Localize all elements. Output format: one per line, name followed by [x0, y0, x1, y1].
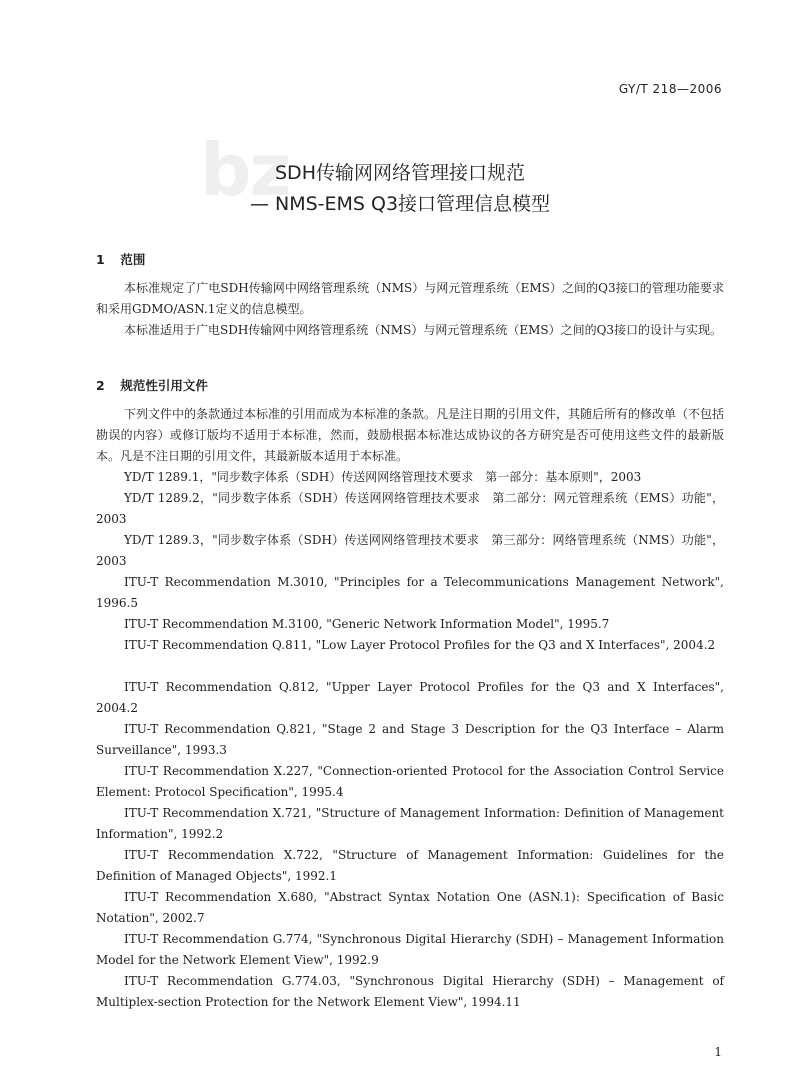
reference-item: YD/T 1289.1，"同步数字体系（SDH）传送网网络管理技术要求 第一部分：基本原则"，2003 — [124, 470, 642, 484]
document-title-line2: — NMS-EMS Q3接口管理信息模型 — [249, 193, 551, 215]
reference-item: YD/T 1289.2，"同步数字体系（SDH）传送网网络管理技术要求 第二部分：网元管理系统（EMS）功能"，2003 — [96, 491, 724, 526]
section-number: 2 — [96, 378, 105, 393]
document-number: GY/T 218—2006 — [618, 82, 722, 96]
section-number: 1 — [96, 252, 105, 267]
references-intro: 下列文件中的条款通过本标准的引用而成为本标准的条款。凡是注日期的引用文件，其随后所有的修改单（不包括勘误的内容）或修订版均不适用于本标准，然而，鼓励根据本标准达成协议的各方研究是否可使用这些文件的最新版本。凡是不注日期的引用文件，其最新版本适用于本标准。 — [96, 407, 725, 463]
reference-item: YD/T 1289.3，"同步数字体系（SDH）传送网网络管理技术要求 第三部分：网络管理系统（NMS）功能"，2003 — [96, 533, 724, 568]
reference-item: ITU-T Recommendation G.774.03, "Synchronous Digital Hierarchy (SDH) – Management of Multiplex-section Protection for the Network Element View", 1994.11 — [96, 974, 724, 1009]
scope-paragraph: 本标准规定了广电SDH传输网中网络管理系统（NMS）与网元管理系统（EMS）之间的Q3接口的管理功能要求和采用GDMO/ASN.1定义的信息模型。 — [96, 281, 724, 316]
reference-item: ITU-T Recommendation Q.811, "Low Layer Protocol Profiles for the Q3 and X Interfaces", 2004.2 — [124, 638, 716, 652]
scope-paragraph: 本标准适用于广电SDH传输网中网络管理系统（NMS）与网元管理系统（EMS）之间的Q3接口的设计与实现。 — [124, 323, 723, 337]
section-2-heading — [96, 376, 208, 394]
reference-item: ITU-T Recommendation X.680, "Abstract Syntax Notation One (ASN.1): Specification of Basic Notation", 2002.7 — [96, 890, 724, 925]
reference-item: ITU-T Recommendation X.227, "Connection-oriented Protocol for the Association Control Service Element: Protocol Specification", 1995.4 — [96, 764, 724, 799]
section-1-heading — [96, 250, 145, 268]
section-title: 规范性引用文件 — [120, 378, 208, 393]
watermark: bz — [200, 128, 290, 212]
section-title: 范围 — [120, 252, 146, 267]
reference-item: ITU-T Recommendation G.774, "Synchronous Digital Hierarchy (SDH) – Management Information Model for the Network Element View", 1992.9 — [96, 932, 724, 967]
reference-item: ITU-T Recommendation Q.821, "Stage 2 and Stage 3 Description for the Q3 Interface – Alarm Surveillance", 1993.3 — [96, 722, 724, 757]
reference-item: ITU-T Recommendation X.722, "Structure of Management Information: Guidelines for the Definition of Managed Objects", 1992.1 — [96, 848, 724, 883]
reference-item: ITU-T Recommendation Q.812, "Upper Layer Protocol Profiles for the Q3 and X Interfaces", 2004.2 — [96, 680, 724, 715]
page-number: 1 — [714, 1045, 722, 1059]
reference-item: ITU-T Recommendation X.721, "Structure of Management Information: Definition of Management Information", 1992.2 — [96, 806, 724, 841]
document-title-line1: SDH传输网网络管理接口规范 — [275, 162, 525, 184]
reference-item: ITU-T Recommendation M.3010, "Principles for a Telecommunications Management Network", 1996.5 — [96, 575, 724, 610]
reference-item: ITU-T Recommendation M.3100, "Generic Network Information Model", 1995.7 — [124, 617, 610, 631]
